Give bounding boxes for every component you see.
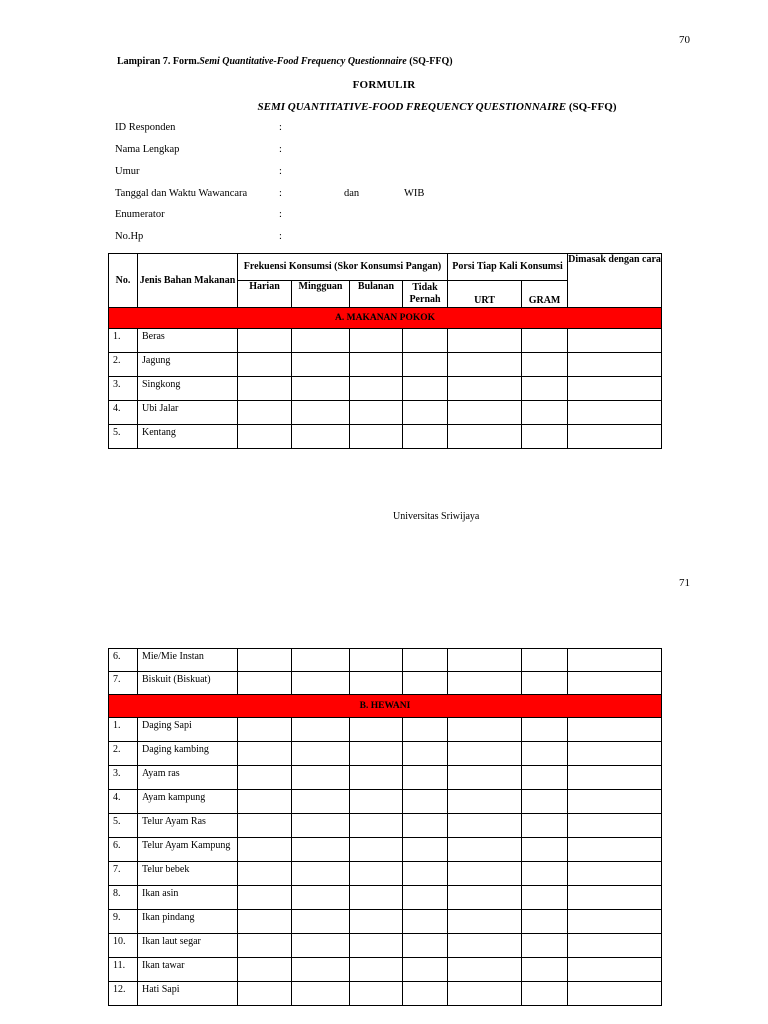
input-cell[interactable] bbox=[568, 982, 662, 1006]
header-no: No. bbox=[109, 254, 138, 308]
input-cell[interactable] bbox=[350, 982, 403, 1006]
input-cell[interactable] bbox=[403, 910, 448, 934]
input-cell[interactable] bbox=[448, 862, 522, 886]
input-cell[interactable] bbox=[568, 329, 662, 353]
page-footer: Universitas Sriwijaya bbox=[393, 511, 480, 522]
table-row bbox=[109, 742, 662, 766]
food-name: Mie/Mie Instan bbox=[138, 649, 238, 672]
input-cell[interactable] bbox=[448, 958, 522, 982]
section-header-makanan-pokok: A. MAKANAN POKOK bbox=[109, 308, 662, 329]
input-cell[interactable] bbox=[403, 838, 448, 862]
table-row bbox=[109, 958, 662, 982]
input-cell[interactable] bbox=[292, 649, 350, 672]
field-colon: : bbox=[279, 209, 282, 220]
food-name: Singkong bbox=[138, 377, 238, 401]
input-cell[interactable] bbox=[403, 790, 448, 814]
table-row bbox=[109, 982, 662, 1006]
row-number: 1. bbox=[109, 329, 138, 353]
row-number: 7. bbox=[109, 862, 138, 886]
food-name: Telur Ayam Ras bbox=[138, 814, 238, 838]
form-subtitle bbox=[0, 101, 768, 113]
field-label-age: Umur bbox=[115, 166, 140, 177]
row-number: 4. bbox=[109, 401, 138, 425]
appendix-title-italic: Semi Quantitative-Food Frequency Questionnaire bbox=[199, 56, 407, 67]
input-cell[interactable] bbox=[292, 718, 350, 742]
form-title: FORMULIR bbox=[352, 79, 416, 91]
table-row bbox=[109, 790, 662, 814]
table-row bbox=[109, 718, 662, 742]
input-cell[interactable] bbox=[292, 353, 350, 377]
input-cell[interactable] bbox=[568, 353, 662, 377]
input-cell[interactable] bbox=[568, 401, 662, 425]
input-cell[interactable] bbox=[292, 862, 350, 886]
field-label-phone: No.Hp bbox=[115, 231, 144, 242]
input-cell[interactable] bbox=[238, 718, 292, 742]
row-number: 10. bbox=[109, 934, 138, 958]
input-cell[interactable] bbox=[350, 934, 403, 958]
input-cell[interactable] bbox=[403, 814, 448, 838]
table-row bbox=[109, 425, 662, 449]
header-harian: Harian bbox=[238, 281, 292, 308]
row-number: 1. bbox=[109, 718, 138, 742]
input-cell[interactable] bbox=[522, 766, 568, 790]
input-cell[interactable] bbox=[448, 672, 522, 695]
table-row bbox=[109, 649, 662, 672]
input-cell[interactable] bbox=[568, 377, 662, 401]
food-name: Ikan tawar bbox=[138, 958, 238, 982]
input-cell[interactable] bbox=[522, 910, 568, 934]
row-number: 7. bbox=[109, 672, 138, 695]
input-cell[interactable] bbox=[568, 862, 662, 886]
input-cell[interactable] bbox=[403, 766, 448, 790]
input-cell[interactable] bbox=[403, 649, 448, 672]
input-cell[interactable] bbox=[238, 401, 292, 425]
input-cell[interactable] bbox=[568, 766, 662, 790]
appendix-label: Lampiran 7. Form. bbox=[117, 56, 200, 67]
field-colon: : bbox=[279, 231, 282, 242]
input-cell[interactable] bbox=[448, 766, 522, 790]
input-cell[interactable] bbox=[403, 672, 448, 695]
header-tidak-pernah: Tidak Pernah bbox=[403, 281, 448, 308]
food-name: Ubi Jalar bbox=[138, 401, 238, 425]
input-cell[interactable] bbox=[403, 353, 448, 377]
food-name: Daging Sapi bbox=[138, 718, 238, 742]
header-jenis: Jenis Bahan Makanan bbox=[138, 254, 238, 308]
input-cell[interactable] bbox=[522, 862, 568, 886]
row-number: 6. bbox=[109, 649, 138, 672]
input-cell[interactable] bbox=[350, 814, 403, 838]
food-name: Kentang bbox=[138, 425, 238, 449]
input-cell[interactable] bbox=[238, 672, 292, 695]
input-cell[interactable] bbox=[238, 742, 292, 766]
field-label-enumerator: Enumerator bbox=[115, 209, 165, 220]
row-number: 2. bbox=[109, 742, 138, 766]
input-cell[interactable] bbox=[350, 377, 403, 401]
input-cell[interactable] bbox=[522, 742, 568, 766]
input-cell[interactable] bbox=[448, 329, 522, 353]
input-cell[interactable] bbox=[238, 649, 292, 672]
input-cell[interactable] bbox=[448, 401, 522, 425]
input-cell[interactable] bbox=[522, 886, 568, 910]
food-name: Ikan pindang bbox=[138, 910, 238, 934]
input-cell[interactable] bbox=[403, 982, 448, 1006]
food-name: Hati Sapi bbox=[138, 982, 238, 1006]
input-cell[interactable] bbox=[238, 862, 292, 886]
table-row bbox=[109, 766, 662, 790]
appendix-title bbox=[117, 56, 453, 67]
wib-text: WIB bbox=[404, 188, 425, 199]
input-cell[interactable] bbox=[350, 838, 403, 862]
input-cell[interactable] bbox=[238, 377, 292, 401]
input-cell[interactable] bbox=[448, 838, 522, 862]
input-cell[interactable] bbox=[292, 377, 350, 401]
field-colon: : bbox=[279, 166, 282, 177]
input-cell[interactable] bbox=[448, 886, 522, 910]
input-cell[interactable] bbox=[522, 401, 568, 425]
row-number: 3. bbox=[109, 377, 138, 401]
input-cell[interactable] bbox=[350, 790, 403, 814]
header-bulanan: Bulanan bbox=[350, 281, 403, 308]
input-cell[interactable] bbox=[522, 814, 568, 838]
food-name: Beras bbox=[138, 329, 238, 353]
row-number: 3. bbox=[109, 766, 138, 790]
input-cell[interactable] bbox=[522, 649, 568, 672]
input-cell[interactable] bbox=[350, 353, 403, 377]
input-cell[interactable] bbox=[448, 377, 522, 401]
input-cell[interactable] bbox=[403, 425, 448, 449]
food-name: Telur bebek bbox=[138, 862, 238, 886]
form-subtitle-italic: SEMI QUANTITATIVE-FOOD FREQUENCY QUESTIONNAIRE bbox=[257, 101, 567, 113]
page-number: 70 bbox=[679, 34, 690, 46]
input-cell[interactable] bbox=[292, 886, 350, 910]
input-cell[interactable] bbox=[238, 958, 292, 982]
input-cell[interactable] bbox=[568, 718, 662, 742]
input-cell[interactable] bbox=[568, 672, 662, 695]
input-cell[interactable] bbox=[568, 790, 662, 814]
section-header-hewani: B. HEWANI bbox=[109, 695, 662, 718]
input-cell[interactable] bbox=[238, 329, 292, 353]
input-cell[interactable] bbox=[292, 982, 350, 1006]
field-label-date-time: Tanggal dan Waktu Wawancara bbox=[115, 188, 248, 199]
page-number: 71 bbox=[679, 577, 690, 589]
input-cell[interactable] bbox=[448, 649, 522, 672]
food-name: Daging kambing bbox=[138, 742, 238, 766]
input-cell[interactable] bbox=[403, 329, 448, 353]
input-cell[interactable] bbox=[403, 934, 448, 958]
input-cell[interactable] bbox=[522, 838, 568, 862]
table-row bbox=[109, 910, 662, 934]
input-cell[interactable] bbox=[522, 718, 568, 742]
input-cell[interactable] bbox=[238, 934, 292, 958]
input-cell[interactable] bbox=[568, 649, 662, 672]
input-cell[interactable] bbox=[292, 401, 350, 425]
input-cell[interactable] bbox=[292, 838, 350, 862]
table-row bbox=[109, 814, 662, 838]
table-row bbox=[109, 329, 662, 353]
input-cell[interactable] bbox=[292, 766, 350, 790]
input-cell[interactable] bbox=[350, 958, 403, 982]
table-row bbox=[109, 401, 662, 425]
row-number: 9. bbox=[109, 910, 138, 934]
field-colon: : bbox=[279, 144, 282, 155]
input-cell[interactable] bbox=[522, 790, 568, 814]
input-cell[interactable] bbox=[238, 814, 292, 838]
food-name: Ayam ras bbox=[138, 766, 238, 790]
food-name: Telur Ayam Kampung bbox=[138, 838, 238, 862]
row-number: 4. bbox=[109, 790, 138, 814]
food-name: Ikan laut segar bbox=[138, 934, 238, 958]
form-subtitle-suffix: (SQ-FFQ) bbox=[566, 101, 617, 113]
table-row bbox=[109, 353, 662, 377]
input-cell[interactable] bbox=[448, 742, 522, 766]
input-cell[interactable] bbox=[403, 862, 448, 886]
input-cell[interactable] bbox=[292, 958, 350, 982]
input-cell[interactable] bbox=[350, 672, 403, 695]
input-cell[interactable] bbox=[403, 718, 448, 742]
input-cell[interactable] bbox=[568, 838, 662, 862]
header-urt: URT bbox=[448, 281, 522, 308]
row-number: 12. bbox=[109, 982, 138, 1006]
input-cell[interactable] bbox=[522, 958, 568, 982]
input-cell[interactable] bbox=[448, 353, 522, 377]
input-cell[interactable] bbox=[568, 886, 662, 910]
input-cell[interactable] bbox=[522, 353, 568, 377]
field-colon: : bbox=[279, 122, 282, 133]
input-cell[interactable] bbox=[238, 982, 292, 1006]
header-porsi: Porsi Tiap Kali Konsumsi bbox=[448, 254, 568, 281]
input-cell[interactable] bbox=[522, 425, 568, 449]
table-row bbox=[109, 886, 662, 910]
input-cell[interactable] bbox=[403, 401, 448, 425]
input-cell[interactable] bbox=[350, 718, 403, 742]
input-cell[interactable] bbox=[568, 742, 662, 766]
input-cell[interactable] bbox=[292, 742, 350, 766]
input-cell[interactable] bbox=[522, 329, 568, 353]
table-row bbox=[109, 377, 662, 401]
input-cell[interactable] bbox=[350, 425, 403, 449]
input-cell[interactable] bbox=[568, 425, 662, 449]
header-frekuensi: Frekuensi Konsumsi (Skor Konsumsi Pangan) bbox=[238, 254, 448, 281]
input-cell[interactable] bbox=[403, 742, 448, 766]
input-cell[interactable] bbox=[292, 790, 350, 814]
dan-text: dan bbox=[344, 188, 360, 199]
input-cell[interactable] bbox=[238, 910, 292, 934]
input-cell[interactable] bbox=[403, 377, 448, 401]
row-number: 5. bbox=[109, 425, 138, 449]
input-cell[interactable] bbox=[522, 934, 568, 958]
input-cell[interactable] bbox=[350, 329, 403, 353]
field-label-name: Nama Lengkap bbox=[115, 144, 180, 155]
header-mingguan: Mingguan bbox=[292, 281, 350, 308]
row-number: 6. bbox=[109, 838, 138, 862]
input-cell[interactable] bbox=[238, 353, 292, 377]
input-cell[interactable] bbox=[448, 814, 522, 838]
input-cell[interactable] bbox=[350, 742, 403, 766]
field-colon: : bbox=[279, 188, 282, 199]
input-cell[interactable] bbox=[568, 934, 662, 958]
input-cell[interactable] bbox=[292, 934, 350, 958]
input-cell[interactable] bbox=[238, 766, 292, 790]
table-row bbox=[109, 862, 662, 886]
header-dimasak: Dimasak dengan cara bbox=[568, 254, 662, 308]
input-cell[interactable] bbox=[350, 862, 403, 886]
field-label-id: ID Responden bbox=[115, 122, 176, 133]
input-cell[interactable] bbox=[238, 790, 292, 814]
input-cell[interactable] bbox=[568, 910, 662, 934]
input-cell[interactable] bbox=[522, 982, 568, 1006]
input-cell[interactable] bbox=[238, 886, 292, 910]
input-cell[interactable] bbox=[238, 425, 292, 449]
input-cell[interactable] bbox=[568, 958, 662, 982]
input-cell[interactable] bbox=[403, 958, 448, 982]
input-cell[interactable] bbox=[292, 814, 350, 838]
row-number: 5. bbox=[109, 814, 138, 838]
input-cell[interactable] bbox=[292, 672, 350, 695]
ffq-table-page1 bbox=[108, 253, 662, 449]
input-cell[interactable] bbox=[350, 910, 403, 934]
food-name: Ikan asin bbox=[138, 886, 238, 910]
input-cell[interactable] bbox=[448, 910, 522, 934]
input-cell[interactable] bbox=[292, 329, 350, 353]
input-cell[interactable] bbox=[448, 718, 522, 742]
food-name: Jagung bbox=[138, 353, 238, 377]
table-row bbox=[109, 838, 662, 862]
row-number: 8. bbox=[109, 886, 138, 910]
table-row bbox=[109, 672, 662, 695]
input-cell[interactable] bbox=[448, 934, 522, 958]
input-cell[interactable] bbox=[292, 425, 350, 449]
input-cell[interactable] bbox=[292, 910, 350, 934]
input-cell[interactable] bbox=[350, 649, 403, 672]
food-name: Ayam kampung bbox=[138, 790, 238, 814]
ffq-table-page2 bbox=[108, 648, 662, 1006]
input-cell[interactable] bbox=[350, 886, 403, 910]
input-cell[interactable] bbox=[448, 982, 522, 1006]
food-name: Biskuit (Biskuat) bbox=[138, 672, 238, 695]
input-cell[interactable] bbox=[238, 838, 292, 862]
table-row bbox=[109, 934, 662, 958]
input-cell[interactable] bbox=[448, 425, 522, 449]
appendix-suffix: (SQ-FFQ) bbox=[406, 56, 453, 67]
input-cell[interactable] bbox=[522, 672, 568, 695]
header-gram: GRAM bbox=[522, 281, 568, 308]
row-number: 11. bbox=[109, 958, 138, 982]
input-cell[interactable] bbox=[350, 401, 403, 425]
input-cell[interactable] bbox=[448, 790, 522, 814]
input-cell[interactable] bbox=[403, 886, 448, 910]
input-cell[interactable] bbox=[568, 814, 662, 838]
row-number: 2. bbox=[109, 353, 138, 377]
input-cell[interactable] bbox=[522, 377, 568, 401]
input-cell[interactable] bbox=[350, 766, 403, 790]
